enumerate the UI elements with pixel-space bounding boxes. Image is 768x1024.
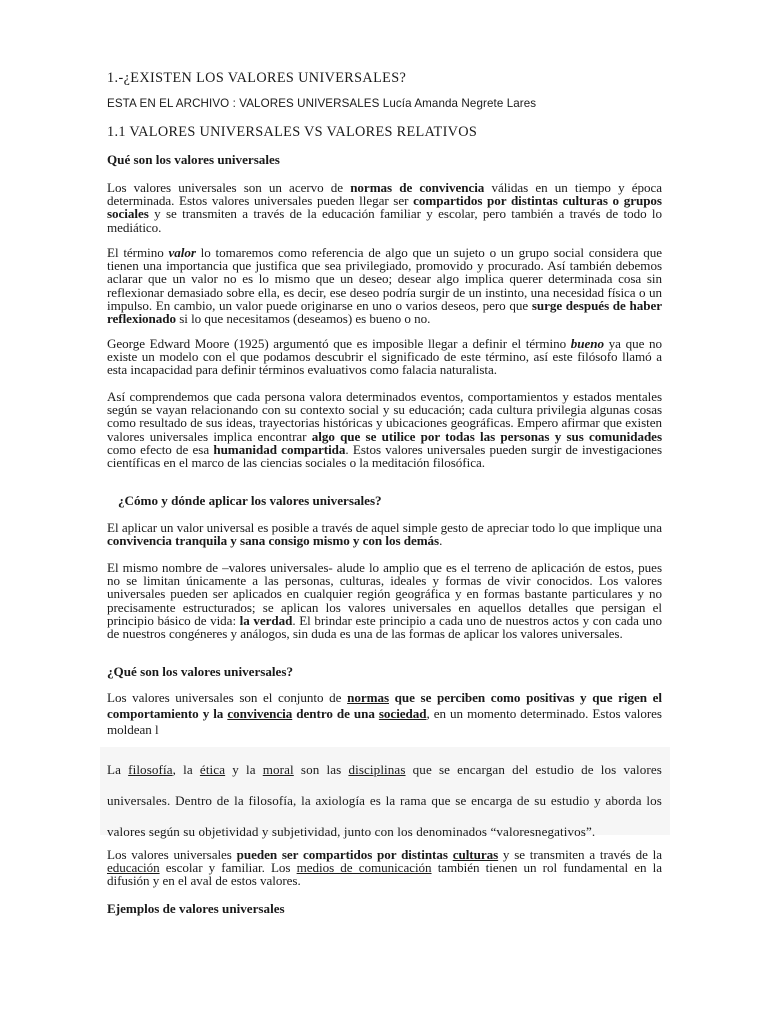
paragraph-3: George Edward Moore (1925) argumentó que es imposible llegar a definir el término bueno ya que no existe un modelo con el que podamos descubrir el significado de este término, así este filósofo llamó a esta incapacidad para definir términos evaluativos como falacia naturalista. — [107, 336, 662, 378]
link-medios-comunicacion[interactable]: medios de comunicación — [296, 860, 432, 876]
paragraph-4: Así comprendemos que cada persona valora determinados eventos, comportamientos y estados mentales según se vayan relacionando con su contexto social y su educación; cada cultura privilegia algunas cosas como resultado de sus ideas, trayectorias históricas y ubicaciones geográficas. Empero afirmar que existen valores universales implica encontrar algo que se utilice por todas las personas y sus comunidades como efecto de esa humanidad compartida. Estos valores universales pueden surgir de investigaciones científicas en el marco de las ciencias sociales o la meditación filosófica. — [107, 389, 662, 471]
link-etica[interactable]: ética — [199, 762, 226, 777]
link-moral[interactable]: moral — [262, 762, 294, 777]
link-educacion[interactable]: educación — [107, 860, 160, 876]
link-sociedad[interactable]: sociedad — [378, 706, 427, 721]
link-convivencia[interactable]: convivencia — [227, 706, 293, 721]
subheading-que-son-2: ¿Qué son los valores universales? — [107, 664, 293, 679]
paragraph-8: La filosofía, la ética y la moral son las disciplinas que se encargan del estudio de los valores universales. Dentro de la filosofía, la axiología es la rama que se encarga de su estudio y aborda los valores según su objetividad y subjetividad, junto con los denominados “valoresnegativos”. — [107, 762, 662, 839]
paragraph-1: Los valores universales son un acervo de normas de convivencia válidas en un tiempo y época determinada. Estos valores universales pueden llegar ser compartidos por distintas culturas o grupos sociales y se transmiten a través de la educación familiar y escolar, pero también a través de todo lo mediático. — [107, 180, 662, 235]
main-heading: 1.-¿EXISTEN LOS VALORES UNIVERSALES? — [107, 70, 407, 86]
subheading-que-son: Qué son los valores universales — [107, 152, 280, 167]
bold-phrase: surge después de haber reflexionado — [107, 297, 662, 327]
link-culturas[interactable]: culturas — [452, 847, 499, 862]
bold-phrase: algo que se utilice por todas las personas y sus comunidades — [311, 428, 662, 444]
subheading-ejemplos: Ejemplos de valores universales — [107, 901, 285, 916]
paragraph-6: El mismo nombre de –valores universales- alude lo amplio que es el terreno de aplicación de estos, pues no se limitan únicamente a las personas, culturas, ideales y formas de vivir conocidos. Los valores universales pueden ser aplicados en cualquier región geográfica y en formas bastante particulares y no precisamente estructurados; se aplican los valores universales en aquellos detalles que persigan el principio básico de vida: la verdad. El brindar este principio a cada uno de nuestros actos y con cada uno de nuestros congéneres y análogos, sin duda es una de las formas de aplicar los valores universales. — [107, 560, 662, 642]
paragraph-9: Los valores universales pueden ser compartidos por distintas culturas y se transmiten a través de la educación escolar y familiar. Los medios de comunicación también tienen un rol fundamental en la difusión y en el aval de estos valores. — [107, 847, 662, 889]
bold-phrase: convivencia tranquila y sana consigo mismo y con los demás — [107, 533, 440, 549]
subheading-como-aplicar: ¿Cómo y dónde aplicar los valores universales? — [118, 493, 382, 508]
link-normas[interactable]: normas — [347, 690, 389, 705]
section-title: 1.1 VALORES UNIVERSALES VS VALORES RELATIVOS — [107, 124, 478, 140]
link-disciplinas[interactable]: disciplinas — [348, 762, 406, 777]
bold-italic-term: bueno — [570, 336, 605, 351]
bold-phrase: normas de convivencia — [350, 180, 485, 195]
bold-phrase: compartidos por distintas culturas o grupos sociales — [107, 193, 662, 222]
link-filosofia[interactable]: filosofía — [128, 762, 173, 777]
paragraph-7: Los valores universales son el conjunto de normas que se perciben como positivas y que rigen el comportamiento y la convivencia dentro de una sociedad, en un momento determinado. Estos valores moldean l — [107, 690, 662, 737]
bold-phrase: humanidad compartida — [213, 441, 346, 457]
archive-note: ESTA EN EL ARCHIVO : VALORES UNIVERSALES Lucía Amanda Negrete Lares — [107, 97, 537, 110]
paragraph-5: El aplicar un valor universal es posible a través de aquel simple gesto de apreciar todo lo que implique una convivencia tranquila y sana consigo mismo y con los demás. — [107, 520, 662, 549]
bold-italic-term: valor — [168, 245, 196, 260]
paragraph-2: El término valor lo tomaremos como referencia de algo que un sujeto o un grupo social considera que tienen una importancia que justifica que sea privilegiado, promovido y procurado. Así también debemos aclarar que un valor no es lo mismo que un deseo; desear algo implica querer determinada cosa sin reflexionar demasiado sobre ella, es decir, ese deseo podría surgir de un instinto, una necesidad física o un impulso. En cambio, un valor puede originarse en uno o varios deseos, pero que surge después de haber reflexionado si lo que necesitamos (deseamos) es bueno o no. — [107, 245, 662, 327]
bold-phrase: la verdad — [239, 612, 293, 628]
